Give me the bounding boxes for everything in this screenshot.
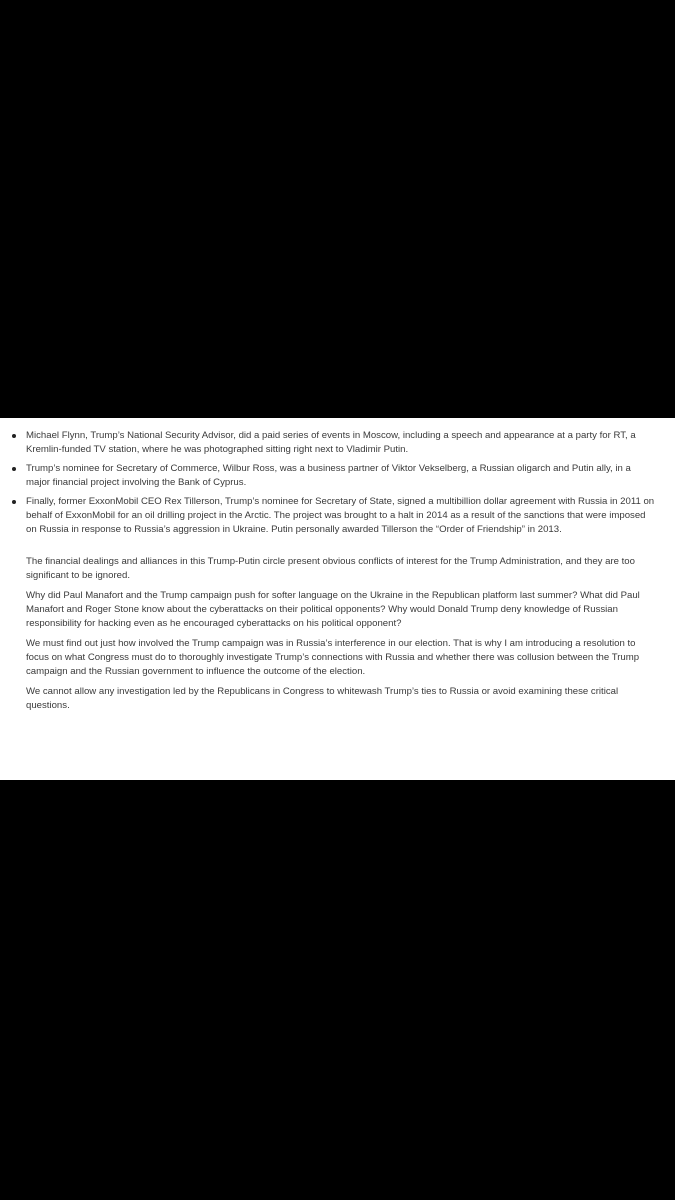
paragraph-conclusion: We cannot allow any investigation led by the Republicans in Congress to whitewash Trump’s ties to Russia or avoid examining these critical questions. <box>26 686 619 711</box>
bullet-icon <box>12 434 16 438</box>
bullet-text: Finally, former ExxonMobil CEO Rex Tillerson, Trump’s nominee for Secretary of State, signed a multibillion dollar agreement with Russia in 2011 on behalf of ExxonMobil for an oil drilling project in the Arctic. The project was brought to a halt in 2014 as a result of the sanctions that were imposed on Russia in response to Russia’s aggression in Ukraine. Putin personally awarded Tillerson the “Order of Friendship” in 2013. <box>26 496 655 535</box>
bullet-icon <box>12 467 16 471</box>
bullet-item-tillerson <box>12 495 657 537</box>
bullet-list <box>12 429 657 537</box>
bullet-text: Trump’s nominee for Secretary of Commerce, Wilbur Ross, was a business partner of Viktor Vekselberg, a Russian oligarch and Putin ally, in a major financial project involving the Bank of Cyprus. <box>26 463 631 488</box>
bullet-text: Michael Flynn, Trump’s National Security Advisor, did a paid series of events in Moscow, including a speech and appearance at a party for RT, a Kremlin-funded TV station, where he was photographed sitting right next to Vladimir Putin. <box>26 430 636 455</box>
bullet-item-flynn <box>12 429 657 457</box>
paragraph-questions: Why did Paul Manafort and the Trump campaign push for softer language on the Ukraine in the Republican platform last summer? What did Paul Manafort and Roger Stone know about the cyberattacks on their political opponents? Why would Donald Trump deny knowledge of Russian responsibility for hacking even as he encouraged cyberattacks on his political opponent? <box>26 590 640 629</box>
document-page <box>0 418 675 780</box>
bullet-icon <box>12 500 16 504</box>
paragraph-resolution: We must find out just how involved the Trump campaign was in Russia’s interference in our election. That is why I am introducing a resolution to focus on what Congress must do to thoroughly investigate Trump’s connections with Russia and whether there was collusion between the Trump campaign and the Russian government to influence the outcome of the election. <box>26 638 640 677</box>
paragraph-conflicts: The financial dealings and alliances in this Trump-Putin circle present obvious conflicts of interest for the Trump Administration, and they are too significant to be ignored. <box>26 556 635 581</box>
bullet-item-ross <box>12 462 657 490</box>
